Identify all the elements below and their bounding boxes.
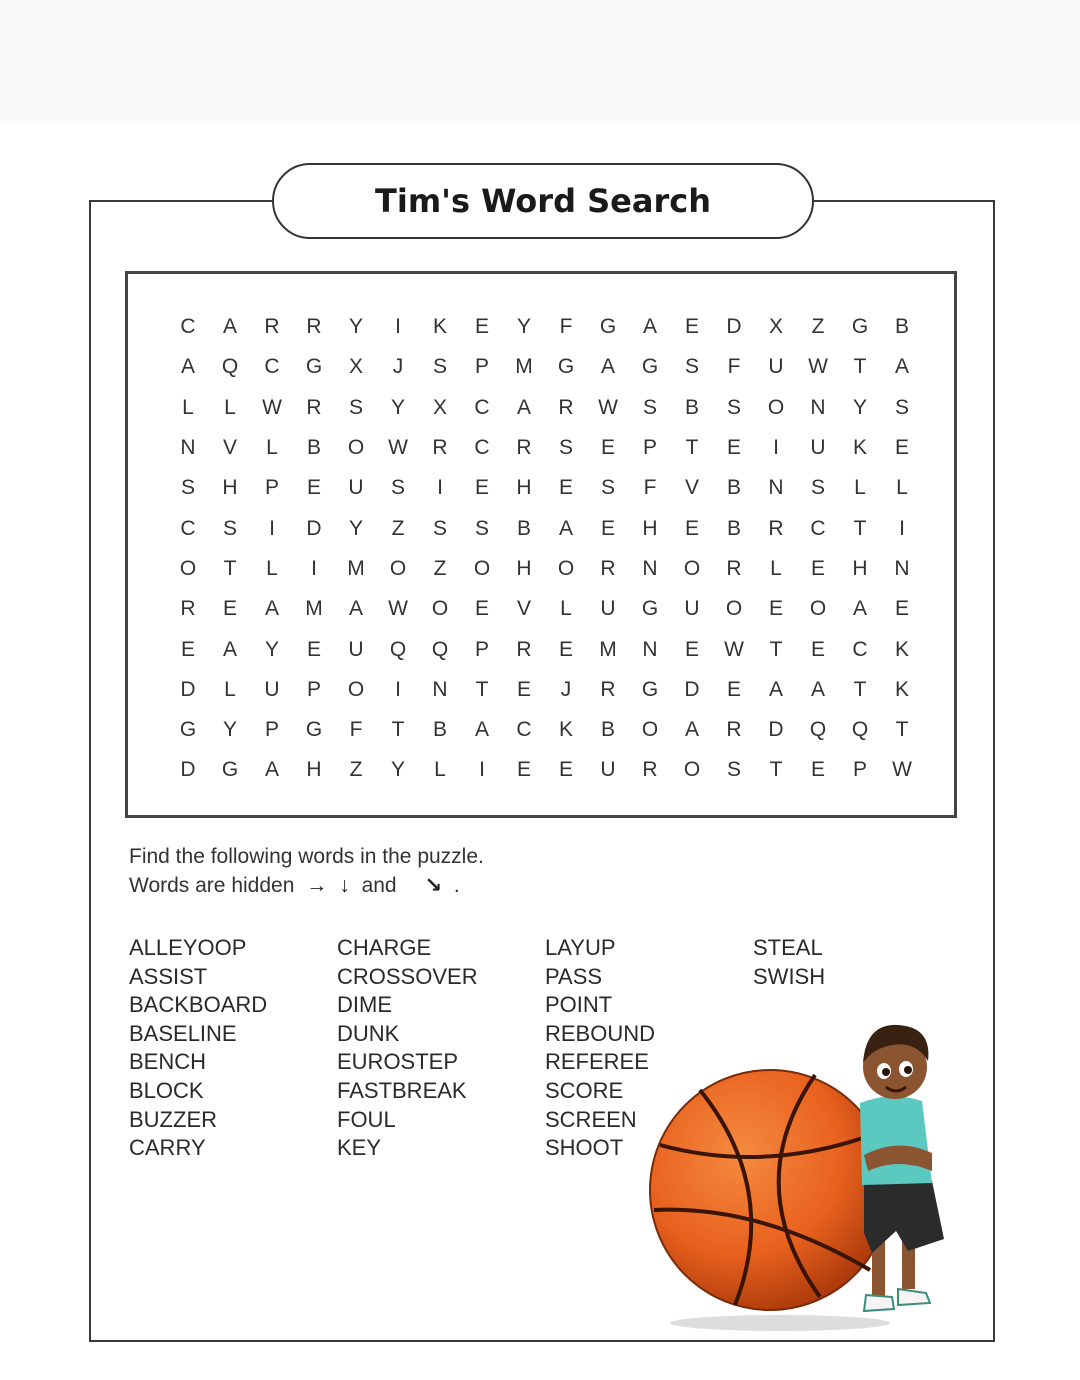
grid-letter: Y: [348, 516, 363, 540]
grid-letter: I: [395, 677, 401, 701]
grid-letter: S: [180, 476, 195, 500]
grid-letter: S: [558, 436, 573, 460]
grid-letter: W: [808, 355, 828, 379]
grid-letter: R: [306, 395, 322, 419]
grid-letter: O: [641, 718, 659, 742]
word-list-item: REBOUND: [545, 1020, 656, 1046]
grid-letter: N: [642, 637, 658, 661]
grid-letter: A: [684, 718, 699, 742]
instructions-period: .: [453, 874, 460, 897]
grid-letter: I: [437, 476, 443, 500]
grid-letter: F: [349, 718, 363, 742]
grid-letter: E: [516, 677, 531, 701]
grid-letter: G: [851, 315, 869, 339]
grid-letter: W: [598, 395, 618, 419]
grid-letter: E: [558, 476, 573, 500]
grid-letter: S: [726, 395, 741, 419]
instructions-line-1: Find the following words in the puzzle.: [129, 845, 484, 868]
grid-letter: U: [348, 476, 364, 500]
grid-letter: A: [852, 597, 867, 621]
word-list-item: LAYUP: [545, 935, 616, 960]
grid-letter: Q: [221, 355, 239, 379]
grid-letter: T: [223, 556, 237, 580]
grid-letter: R: [600, 677, 616, 701]
word-list-item: STEAL: [753, 935, 823, 960]
grid-letter: A: [474, 718, 489, 742]
grid-letter: P: [264, 476, 279, 500]
word-list-item: BACKBOARD: [129, 992, 268, 1018]
word-list-item: EUROSTEP: [337, 1049, 459, 1075]
grid-letter: C: [474, 436, 490, 460]
grid-letter: O: [557, 556, 575, 580]
grid-letter: S: [432, 516, 447, 540]
grid-letter: Q: [809, 718, 827, 742]
grid-letter: C: [516, 718, 532, 742]
page-title: Tim's Word Search: [375, 182, 711, 220]
grid-letter: A: [600, 355, 615, 379]
grid-letter: R: [432, 436, 448, 460]
grid-letter: G: [305, 718, 323, 742]
word-list-item: BUZZER: [129, 1106, 217, 1132]
grid-letter: O: [767, 395, 785, 419]
grid-letter: U: [684, 597, 700, 621]
word-list-column-3: [545, 934, 655, 1163]
word-list-item: DIME: [337, 992, 392, 1018]
grid-letter: M: [599, 637, 617, 661]
grid-letter: C: [264, 355, 280, 379]
grid-letter: E: [474, 597, 489, 621]
grid-letter: Q: [389, 637, 407, 661]
grid-letter: L: [560, 597, 572, 621]
grid-letter: O: [389, 556, 407, 580]
grid-letter: A: [222, 315, 237, 339]
grid-letter: O: [809, 597, 827, 621]
word-list-item: CROSSOVER: [337, 963, 478, 989]
grid-letter: B: [516, 516, 531, 540]
grid-letter: S: [390, 476, 405, 500]
grid-letter: J: [560, 677, 572, 701]
grid-letter: B: [684, 395, 699, 419]
grid-letter: T: [475, 677, 489, 701]
grid-letter: E: [180, 637, 195, 661]
grid-letter: T: [391, 718, 405, 742]
grid-letter: K: [894, 637, 909, 661]
grid-letter: N: [642, 556, 658, 580]
grid-letter: B: [432, 718, 447, 742]
grid-letter: L: [434, 758, 446, 782]
grid-letter: W: [262, 395, 282, 419]
grid-letter: H: [642, 516, 658, 540]
grid-letter: E: [768, 597, 783, 621]
word-list-item: FOUL: [337, 1106, 396, 1132]
grid-letter: D: [726, 315, 742, 339]
grid-letter: C: [852, 637, 868, 661]
grid-letter: W: [388, 597, 408, 621]
grid-letter: U: [810, 436, 826, 460]
grid-letter: N: [180, 436, 196, 460]
grid-letter: H: [306, 758, 322, 782]
grid-letter: W: [724, 637, 744, 661]
word-list-item: REFEREE: [545, 1049, 649, 1075]
grid-letter: L: [770, 556, 782, 580]
arrow-right-icon: →: [306, 874, 328, 897]
grid-letter: U: [600, 597, 616, 621]
grid-letter: N: [768, 476, 784, 500]
grid-letter: E: [558, 637, 573, 661]
grid-letter: B: [306, 436, 321, 460]
grid-letter: L: [224, 395, 236, 419]
word-list-item: BENCH: [129, 1049, 207, 1075]
grid-letter: H: [852, 556, 868, 580]
grid-letter: E: [684, 637, 699, 661]
grid-letter: W: [388, 436, 408, 460]
grid-letter: F: [643, 476, 657, 500]
grid-letter: B: [894, 315, 909, 339]
grid-letter: H: [222, 476, 238, 500]
grid-letter: S: [432, 355, 447, 379]
grid-letter: L: [182, 395, 194, 419]
grid-letter: A: [348, 597, 363, 621]
top-band: [0, 0, 1080, 122]
grid-letter: Y: [348, 315, 363, 339]
grid-letter: P: [264, 718, 279, 742]
grid-letter: R: [726, 556, 742, 580]
grid-letter: I: [395, 315, 401, 339]
grid-letter: K: [894, 677, 909, 701]
grid-letter: G: [641, 597, 659, 621]
word-list-column-4: [753, 934, 825, 991]
grid-letter: R: [180, 597, 196, 621]
grid-letter: T: [685, 436, 699, 460]
grid-letter: E: [474, 476, 489, 500]
word-list-item: ASSIST: [129, 963, 208, 989]
grid-letter: O: [473, 556, 491, 580]
grid-letter: A: [516, 395, 531, 419]
word-list-item: BLOCK: [129, 1077, 204, 1103]
grid-letter: N: [432, 677, 448, 701]
grid-letter: Q: [431, 637, 449, 661]
grid-letter: R: [558, 395, 574, 419]
grid-letter: G: [179, 718, 197, 742]
grid-letter: D: [684, 677, 700, 701]
grid-letter: I: [269, 516, 275, 540]
grid-letter: M: [347, 556, 365, 580]
grid-letter: I: [479, 758, 485, 782]
grid-letter: A: [894, 355, 909, 379]
grid-letter: L: [896, 476, 908, 500]
grid-letter: Y: [390, 395, 405, 419]
grid-letter: K: [852, 436, 867, 460]
letter-grid: [167, 307, 923, 791]
word-list-item: CHARGE: [337, 935, 432, 960]
word-list-item: SCREEN: [545, 1106, 637, 1132]
grid-letter: G: [641, 355, 659, 379]
grid-letter: D: [180, 758, 196, 782]
grid-letter: A: [558, 516, 573, 540]
grid-letter: U: [348, 637, 364, 661]
grid-letter: X: [432, 395, 447, 419]
grid-letter: E: [810, 758, 825, 782]
word-list-column-1: [129, 934, 267, 1163]
grid-letter: A: [810, 677, 825, 701]
grid-letter: H: [516, 556, 532, 580]
grid-letter: Y: [516, 315, 531, 339]
grid-letter: F: [727, 355, 741, 379]
instructions-line-2: [129, 871, 484, 900]
word-list-item: SCORE: [545, 1077, 624, 1103]
grid-letter: E: [810, 637, 825, 661]
grid-letter: S: [474, 516, 489, 540]
grid-letter: E: [810, 556, 825, 580]
grid-letter: A: [264, 597, 279, 621]
grid-letter: B: [726, 476, 741, 500]
grid-letter: R: [516, 436, 532, 460]
grid-letter: E: [516, 758, 531, 782]
grid-letter: S: [894, 395, 909, 419]
grid-letter: P: [852, 758, 867, 782]
grid-letter: G: [221, 758, 239, 782]
grid-letter: M: [515, 355, 533, 379]
grid-letter: R: [600, 556, 616, 580]
grid-letter: B: [726, 516, 741, 540]
grid-letter: X: [768, 315, 783, 339]
grid-letter: E: [894, 597, 909, 621]
boy-icon: [860, 1025, 944, 1311]
word-list-item: FASTBREAK: [337, 1077, 467, 1103]
grid-letter: Z: [391, 516, 405, 540]
basketball-boy-illustration: [640, 1005, 960, 1335]
grid-letter: Y: [852, 395, 867, 419]
arrow-down-icon: ↓: [339, 874, 350, 897]
grid-letter: I: [773, 436, 779, 460]
grid-letter: N: [894, 556, 910, 580]
grid-letter: O: [179, 556, 197, 580]
grid-letter: E: [726, 436, 741, 460]
grid-letter: C: [180, 516, 196, 540]
grid-letter: Z: [349, 758, 363, 782]
grid-letter: J: [392, 355, 404, 379]
grid-letter: B: [600, 718, 615, 742]
grid-letter: P: [306, 677, 321, 701]
grid-letter: S: [222, 516, 237, 540]
grid-letter: A: [768, 677, 783, 701]
grid-letter: O: [347, 677, 365, 701]
grid-letter: O: [725, 597, 743, 621]
grid-letter: T: [853, 516, 867, 540]
grid-letter: Q: [851, 718, 869, 742]
grid-letter: Z: [433, 556, 447, 580]
word-list-item: CARRY: [129, 1135, 206, 1161]
word-list-item: SWISH: [753, 963, 826, 989]
grid-letter: E: [684, 516, 699, 540]
grid-letter: E: [558, 758, 573, 782]
grid-letter: S: [810, 476, 825, 500]
grid-letter: E: [306, 637, 321, 661]
grid-letter: G: [557, 355, 575, 379]
grid-letter: S: [726, 758, 741, 782]
grid-letter: Y: [222, 718, 237, 742]
grid-letter: C: [180, 315, 196, 339]
grid-letter: I: [311, 556, 317, 580]
grid-letter: D: [768, 718, 784, 742]
word-list-item: POINT: [545, 992, 613, 1018]
grid-letter: T: [769, 637, 783, 661]
grid-letter: E: [684, 315, 699, 339]
grid-letter: R: [642, 758, 658, 782]
word-list-item: KEY: [337, 1135, 382, 1161]
word-list-column-2: [337, 934, 478, 1163]
grid-letter: S: [348, 395, 363, 419]
grid-letter: Z: [811, 315, 825, 339]
grid-letter: V: [516, 597, 531, 621]
grid-letter: G: [641, 677, 659, 701]
grid-letter: T: [895, 718, 909, 742]
grid-letter: Y: [390, 758, 405, 782]
grid-letter: A: [180, 355, 195, 379]
grid-letter: N: [810, 395, 826, 419]
grid-letter: D: [306, 516, 322, 540]
grid-letter: W: [892, 758, 912, 782]
grid-letter: H: [516, 476, 532, 500]
grid-letter: U: [768, 355, 784, 379]
grid-letter: A: [642, 315, 657, 339]
grid-letter: O: [347, 436, 365, 460]
grid-letter: E: [600, 436, 615, 460]
arrow-diagonal-icon: ↘: [424, 874, 443, 897]
grid-letter: O: [683, 556, 701, 580]
grid-letter: U: [264, 677, 280, 701]
grid-letter: O: [431, 597, 449, 621]
grid-letter: E: [222, 597, 237, 621]
basketball-icon: [650, 1070, 890, 1310]
grid-letter: S: [642, 395, 657, 419]
grid-letter: K: [558, 718, 573, 742]
grid-letter: R: [516, 637, 532, 661]
grid-letter: G: [599, 315, 617, 339]
grid-letter: D: [180, 677, 196, 701]
grid-letter: F: [559, 315, 573, 339]
grid-letter: L: [224, 677, 236, 701]
grid-letter: V: [222, 436, 237, 460]
grid-letter: E: [726, 677, 741, 701]
grid-letter: S: [684, 355, 699, 379]
grid-letter: T: [853, 355, 867, 379]
grid-letter: R: [726, 718, 742, 742]
grid-letter: K: [432, 315, 447, 339]
grid-letter: E: [474, 315, 489, 339]
grid-letter: E: [600, 516, 615, 540]
grid-letter: L: [854, 476, 866, 500]
grid-letter: T: [853, 677, 867, 701]
grid-letter: P: [642, 436, 657, 460]
instructions-and: and: [361, 874, 397, 897]
grid-letter: O: [683, 758, 701, 782]
grid-letter: Y: [264, 637, 279, 661]
grid-letter: I: [899, 516, 905, 540]
grid-letter: C: [474, 395, 490, 419]
grid-letter: A: [222, 637, 237, 661]
word-list-item: PASS: [545, 963, 603, 989]
grid-letter: S: [600, 476, 615, 500]
grid-letter: R: [768, 516, 784, 540]
grid-letter: P: [474, 355, 489, 379]
grid-letter: T: [769, 758, 783, 782]
grid-letter: G: [305, 355, 323, 379]
grid-letter: R: [264, 315, 280, 339]
instructions-prefix: Words are hidden: [129, 874, 295, 897]
grid-letter: V: [684, 476, 699, 500]
grid-letter: E: [306, 476, 321, 500]
grid-letter: C: [810, 516, 826, 540]
word-list-item: DUNK: [337, 1020, 400, 1046]
grid-letter: R: [306, 315, 322, 339]
word-list-item: SHOOT: [545, 1135, 624, 1161]
title-banner: [272, 163, 814, 239]
grid-letter: L: [266, 556, 278, 580]
grid-letter: A: [264, 758, 279, 782]
grid-letter: X: [348, 355, 363, 379]
grid-letter: L: [266, 436, 278, 460]
grid-letter: M: [305, 597, 323, 621]
word-list-item: BASELINE: [129, 1020, 237, 1046]
grid-letter: U: [600, 758, 616, 782]
grid-letter: E: [894, 436, 909, 460]
instructions: [129, 842, 484, 900]
word-list-item: ALLEYOOP: [129, 935, 247, 960]
grid-letter: P: [474, 637, 489, 661]
